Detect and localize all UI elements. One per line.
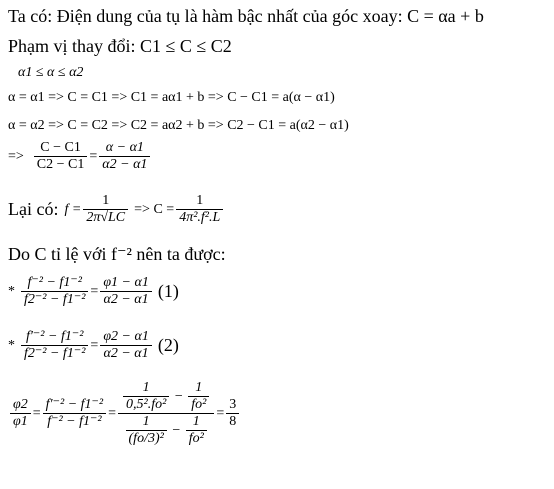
line-alpha2: α = α2 => C = C2 => C2 = aα2 + b => C2 − C1 = a(α2 − α1) — [8, 118, 349, 133]
compound-numerator — [118, 380, 214, 413]
f-ratio-denominator: f⁻² − f1⁻² — [43, 413, 106, 430]
line-alpha-range: α1 ≤ α ≤ α2 — [18, 65, 84, 80]
implies-c: => C = — [134, 201, 175, 217]
bottom-fraction-2 — [186, 414, 207, 447]
implies-symbol: => — [8, 148, 24, 164]
line-ratio — [8, 140, 152, 173]
ratio-denominator-c: C2 − C1 — [34, 156, 88, 173]
eq1-left-denominator: f2⁻² − f1⁻² — [21, 291, 88, 308]
eq1-right-numerator: φ1 − α1 — [103, 275, 149, 290]
capacitance-fraction — [176, 193, 223, 226]
bottom-fraction-2-den: fo² — [186, 430, 207, 447]
compound-denominator — [118, 413, 214, 447]
phi-denominator: φ1 — [10, 413, 31, 430]
top-fraction-1-den: 0,5².fo² — [123, 396, 169, 413]
result-fraction — [226, 397, 239, 430]
capacitance-denominator: 4π².f².L — [176, 209, 223, 226]
ratio-fraction-alpha — [99, 140, 150, 173]
top-fraction-2-den: fo² — [188, 396, 209, 413]
eq2-left-numerator: f′⁻² − f1⁻² — [25, 329, 84, 344]
equation-1 — [8, 275, 179, 308]
equation-tag-1: (1) — [157, 281, 179, 302]
minus-sign: − — [174, 388, 183, 404]
line-range: Phạm vị thay đổi: C1 ≤ C ≤ C2 — [8, 36, 232, 56]
bullet-star: * — [8, 337, 15, 353]
equals-sign: = — [89, 148, 98, 164]
frequency-numerator: 1 — [102, 193, 110, 208]
line-alpha1: α = α1 => C = C1 => C1 = aα1 + b => C − C1 = a(α − α1) — [8, 90, 335, 105]
eq2-left-denominator: f2⁻² − f1⁻² — [21, 345, 88, 362]
equals-sign: = — [32, 405, 41, 421]
ratio-numerator-alpha: α − α1 — [105, 140, 144, 155]
phi-ratio-fraction — [10, 397, 31, 430]
bottom-fraction-2-num: 1 — [192, 414, 200, 430]
capacitance-numerator: 1 — [196, 193, 204, 208]
result-denominator: 8 — [226, 413, 239, 430]
bullet-star: * — [8, 283, 15, 299]
top-fraction-2 — [188, 380, 209, 413]
eq1-right-fraction — [100, 275, 152, 308]
lai-co-label: Lại có: — [8, 199, 59, 220]
eq1-left-fraction — [21, 275, 88, 308]
line-proportional: Do C tỉ lệ với f⁻² nên ta được: — [8, 244, 226, 264]
eq2-right-numerator: φ2 − α1 — [103, 329, 149, 344]
minus-sign: − — [172, 423, 181, 438]
bottom-fraction-1-den: (fo/3)² — [126, 430, 167, 447]
phi-numerator: φ2 — [13, 397, 28, 413]
ratio-fraction-c — [34, 140, 88, 173]
eq2-right-denominator: α2 − α1 — [100, 345, 152, 362]
equals-sign: = — [108, 405, 117, 421]
ratio-numerator-c: C − C1 — [40, 140, 81, 155]
eq1-right-denominator: α2 − α1 — [100, 291, 152, 308]
eq1-left-numerator: f⁻² − f1⁻² — [27, 275, 82, 290]
f-ratio-numerator: f′⁻² − f1⁻² — [45, 397, 104, 413]
f-equals: f = — [64, 201, 82, 217]
top-fraction-2-num: 1 — [195, 380, 203, 395]
equation-2 — [8, 329, 179, 362]
frequency-denominator: 2π√LC — [83, 209, 128, 226]
ratio-denominator-alpha: α2 − α1 — [99, 156, 150, 173]
bottom-fraction-1-num: 1 — [142, 414, 150, 430]
equals-sign: = — [90, 337, 99, 353]
eq2-left-fraction — [21, 329, 88, 362]
bottom-fraction-1 — [126, 414, 167, 447]
top-fraction-1-num: 1 — [142, 380, 150, 395]
equals-sign: = — [216, 405, 225, 421]
equation-tag-2: (2) — [157, 335, 179, 356]
result-numerator: 3 — [229, 397, 237, 413]
eq2-right-fraction — [100, 329, 152, 362]
line-intro: Ta có: Điện dung của tụ là hàm bậc nhất của góc xoay: C = αa + b — [8, 6, 484, 26]
frequency-fraction — [83, 193, 128, 226]
line-frequency — [8, 193, 225, 226]
final-equation — [8, 380, 241, 447]
f-ratio-fraction — [43, 397, 106, 430]
compound-fraction — [118, 380, 214, 447]
equals-sign: = — [90, 283, 99, 299]
top-fraction-1 — [123, 380, 169, 413]
